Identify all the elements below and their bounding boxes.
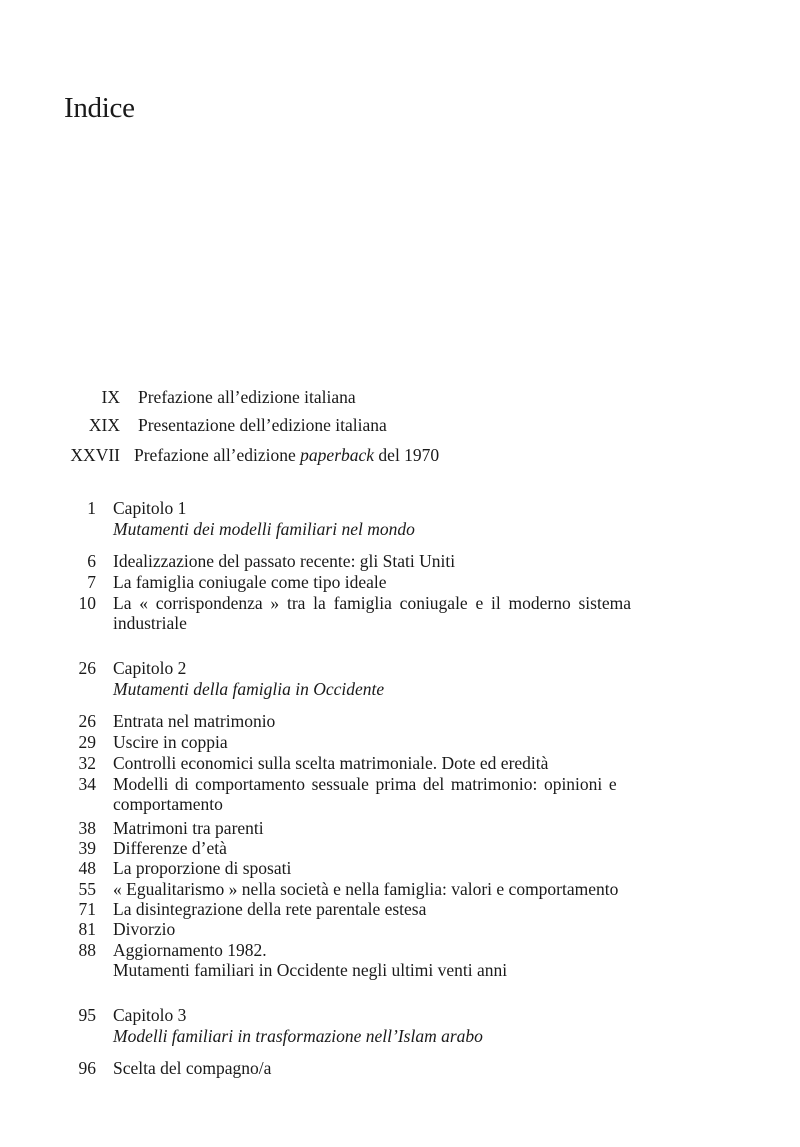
section-page-number: 88 [78, 940, 96, 960]
front-matter-title: Prefazione all’edizione italiana [138, 387, 356, 407]
section-page-number: 34 [78, 774, 96, 794]
section-page-number: 38 [78, 818, 96, 838]
chapter-label: Capitolo 1 [113, 498, 187, 518]
page-title: Indice [64, 92, 135, 124]
section-title: La famiglia coniugale come tipo ideale [113, 572, 387, 592]
section-title-continued: comportamento [113, 794, 223, 814]
section-title: Entrata nel matrimonio [113, 711, 276, 731]
section-page-number: 81 [78, 919, 96, 939]
section-title: Uscire in coppia [113, 732, 228, 752]
section-page-number: 10 [78, 593, 96, 613]
front-matter-page-number: XIX [88, 415, 120, 435]
section-title: Differenze d’età [113, 838, 227, 858]
section-title: Scelta del compagno/a [113, 1058, 272, 1078]
section-title: La disintegrazione della rete parentale estesa [113, 899, 427, 919]
section-page-number: 32 [78, 753, 96, 773]
section-page-number: 7 [87, 572, 96, 592]
chapter-label: Capitolo 3 [113, 1005, 187, 1025]
front-matter-title-italic: paperback [300, 445, 375, 465]
chapter-subtitle: Mutamenti dei modelli familiari nel mondo [113, 519, 415, 539]
section-title: Divorzio [113, 919, 176, 939]
section-page-number: 29 [78, 732, 96, 752]
chapter-page-number: 1 [87, 498, 96, 518]
section-page-number: 39 [78, 838, 96, 858]
chapter-page-number: 95 [78, 1005, 96, 1025]
section-title: Modelli di comportamento sessuale prima del matrimonio: opinioni e [113, 774, 617, 794]
section-page-number: 6 [87, 551, 96, 571]
front-matter-title-part: del 1970 [374, 445, 440, 465]
front-matter-page-number: XXVII [70, 445, 120, 465]
chapter-subtitle: Mutamenti della famiglia in Occidente [113, 679, 385, 699]
section-page-number: 26 [78, 711, 96, 731]
section-title: Matrimoni tra parenti [113, 818, 264, 838]
section-page-number: 55 [78, 879, 96, 899]
chapter-subtitle: Modelli familiari in trasformazione nell’Islam arabo [113, 1026, 483, 1046]
section-title-continued: Mutamenti familiari in Occidente negli ultimi venti anni [113, 960, 508, 980]
front-matter-title: Presentazione dell’edizione italiana [138, 415, 387, 435]
front-matter-title-part: Prefazione all’edizione [134, 445, 301, 465]
section-title: Idealizzazione del passato recente: gli Stati Uniti [113, 551, 456, 571]
section-page-number: 96 [78, 1058, 96, 1078]
section-title: La proporzione di sposati [113, 858, 292, 878]
section-title: Aggiornamento 1982. [113, 940, 267, 960]
front-matter-page-number: IX [101, 387, 120, 407]
front-matter-title [134, 445, 439, 465]
section-title: Controlli economici sulla scelta matrimoniale. Dote ed eredità [113, 753, 549, 773]
section-title: La « corrispondenza » tra la famiglia coniugale e il moderno sistema [113, 593, 631, 613]
section-title-continued: industriale [113, 613, 187, 633]
chapter-label: Capitolo 2 [113, 658, 187, 678]
section-title: « Egualitarismo » nella società e nella famiglia: valori e comportamento [113, 879, 619, 899]
section-page-number: 48 [78, 858, 96, 878]
chapter-page-number: 26 [78, 658, 96, 678]
section-page-number: 71 [78, 899, 96, 919]
